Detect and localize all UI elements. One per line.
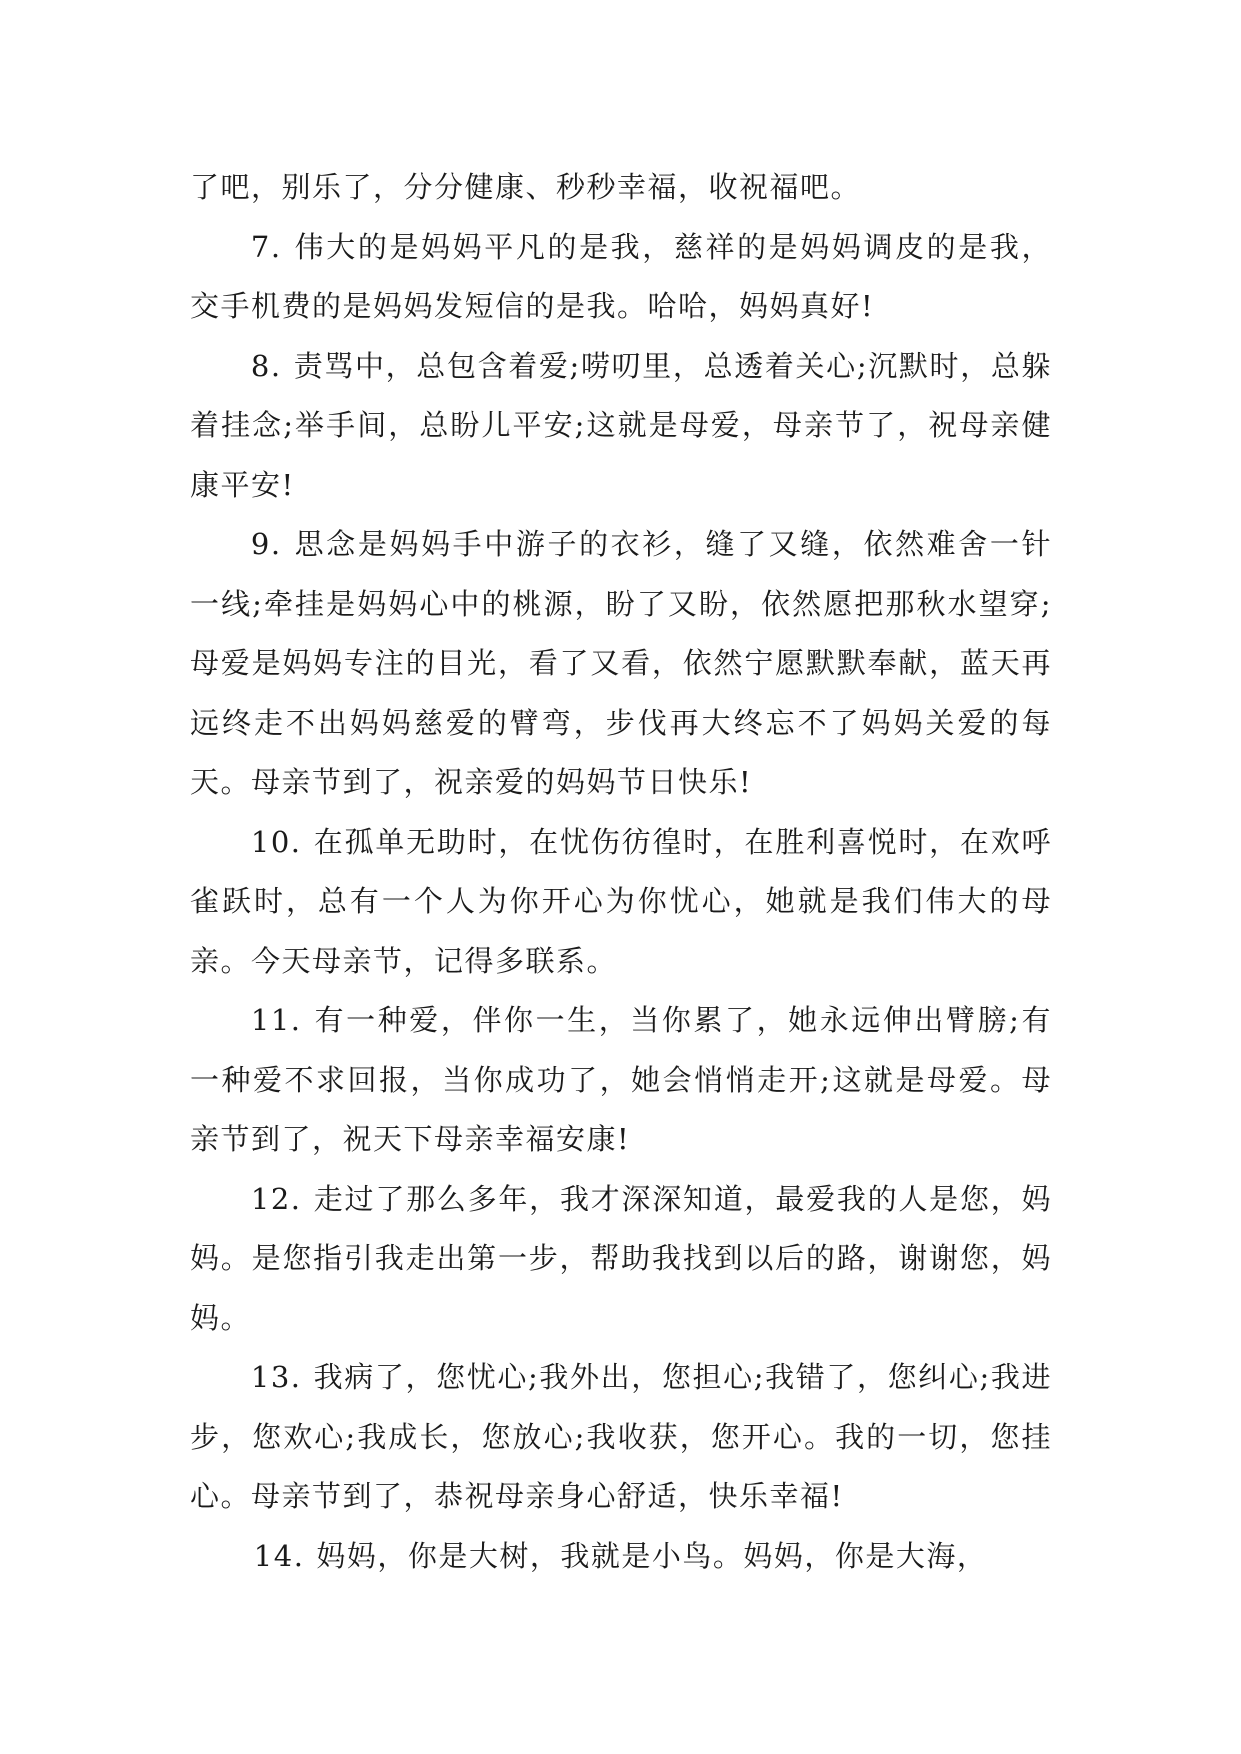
paragraph-12	[190, 1170, 1052, 1349]
document-body	[190, 158, 1052, 1586]
paragraph-number: 8.	[250, 348, 282, 383]
paragraph-13	[190, 1348, 1052, 1527]
paragraph-number: 7.	[250, 229, 282, 264]
paragraph-text: 在孤单无助时，在忧伤彷徨时，在胜利喜悦时，在欢呼雀跃时，总有一个人为你开心为你忧心，她就是我们伟大的母亲。今天母亲节，记得多联系。	[190, 824, 1052, 978]
paragraph-9	[190, 515, 1052, 813]
paragraph-number: 14.	[253, 1538, 305, 1573]
paragraph-number: 12.	[250, 1181, 302, 1216]
paragraph-text: 了吧，别乐了，分分健康、秒秒幸福，收祝福吧。	[190, 170, 862, 204]
paragraph-11	[190, 991, 1052, 1170]
paragraph-text: 我病了，您忧心;我外出，您担心;我错了，您纠心;我进步，您欢心;我成长，您放心;我收获，您开心。我的一切，您挂心。母亲节到了，恭祝母亲身心舒适，快乐幸福!	[190, 1360, 1052, 1513]
paragraph-text: 思念是妈妈手中游子的衣衫，缝了又缝，依然难舍一针一线;牵挂是妈妈心中的桃源，盼了又盼，依然愿把那秋水望穿;母爱是妈妈专注的目光，看了又看，依然宁愿默默奉献，蓝天再远终走不出妈妈慈爱的臂弯，步伐再大终忘不了妈妈关爱的每天。母亲节到了，祝亲爱的妈妈节日快乐!	[190, 527, 1052, 799]
paragraph-10	[190, 813, 1052, 992]
paragraph-number: 10.	[250, 824, 302, 859]
paragraph-14	[190, 1527, 1052, 1587]
paragraph-text: 妈妈，你是大树，我就是小鸟。妈妈，你是大海，	[316, 1538, 988, 1573]
paragraph-text: 有一种爱，伴你一生，当你累了，她永远伸出臂膀;有一种爱不求回报，当你成功了，她会悄悄走开;这就是母爱。母亲节到了，祝天下母亲幸福安康!	[190, 1003, 1052, 1156]
paragraph-8	[190, 337, 1052, 516]
paragraph-7	[190, 218, 1052, 337]
paragraph-number: 11.	[250, 1003, 302, 1037]
paragraph-continuation	[190, 158, 1052, 218]
paragraph-text: 责骂中，总包含着爱;唠叨里，总透着关心;沉默时，总躲着挂念;举手间，总盼儿平安;这就是母爱，母亲节了，祝母亲健康平安!	[190, 348, 1052, 502]
paragraph-number: 13.	[250, 1360, 302, 1394]
paragraph-text: 伟大的是妈妈平凡的是我，慈祥的是妈妈调皮的是我，交手机费的是妈妈发短信的是我。哈哈，妈妈真好!	[190, 229, 1052, 323]
paragraph-text: 走过了那么多年，我才深深知道，最爱我的人是您，妈妈。是您指引我走出第一步，帮助我找到以后的路，谢谢您，妈妈。	[190, 1181, 1052, 1335]
paragraph-number: 9.	[250, 527, 282, 561]
